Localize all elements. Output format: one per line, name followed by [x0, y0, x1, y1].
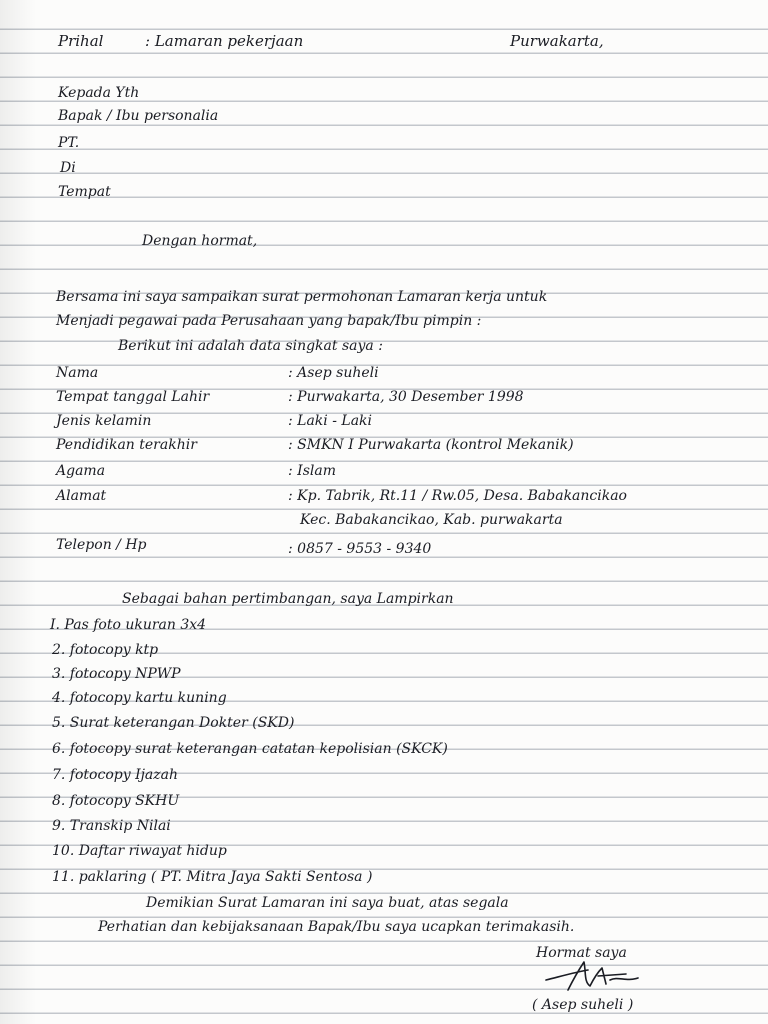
attachment-item: 8. fotocopy SKHU: [52, 793, 180, 809]
name-value: : Asep suheli: [288, 365, 379, 381]
paper-edge-shadow: [0, 0, 36, 1024]
religion-value: : Islam: [288, 463, 336, 479]
attachment-item: 9. Transkip Nilai: [52, 818, 171, 834]
signatory-name: ( Asep suheli ): [532, 997, 634, 1013]
recipient-line-3: PT.: [58, 135, 80, 151]
attachment-item: 11. paklaring ( PT. Mitra Jaya Sakti Sentosa ): [52, 869, 373, 885]
attachment-item: I. Pas foto ukuran 3x4: [50, 617, 207, 633]
attachment-item: 3. fotocopy NPWP: [52, 666, 181, 682]
recipient-line-2: Bapak / Ibu personalia: [58, 108, 219, 124]
birth-value: : Purwakarta, 30 Desember 1998: [288, 389, 524, 405]
name-label: Nama: [56, 365, 99, 381]
closing-line-2: Perhatian dan kebijaksanaan Bapak/Ibu saya ucapkan terimakasih.: [98, 919, 575, 935]
city-date: Purwakarta,: [510, 32, 604, 50]
intro-line-3: Berikut ini adalah data singkat saya :: [118, 338, 383, 354]
recipient-line-4: Di: [60, 160, 76, 176]
phone-label: Telepon / Hp: [56, 537, 147, 553]
attachments-intro: Sebagai bahan pertimbangan, saya Lampirkan: [122, 591, 454, 607]
greeting: Dengan hormat,: [142, 233, 258, 249]
phone-value: : 0857 - 9553 - 9340: [288, 541, 432, 557]
religion-label: Agama: [56, 463, 106, 479]
recipient-line-1: Kepada Yth: [58, 85, 140, 101]
birth-label: Tempat tanggal Lahir: [56, 389, 210, 405]
handwritten-signature: [540, 956, 660, 1000]
gender-label: Jenis kelamin: [56, 413, 152, 429]
address-label: Alamat: [56, 488, 107, 504]
attachment-item: 5. Surat keterangan Dokter (SKD): [52, 715, 295, 731]
address-value-2: Kec. Babakancikao, Kab. purwakarta: [300, 512, 563, 528]
attachment-item: 2. fotocopy ktp: [52, 642, 159, 658]
attachment-item: 6. fotocopy surat keterangan catatan kepolisian (SKCK): [52, 741, 448, 757]
gender-value: : Laki - Laki: [288, 413, 373, 429]
closing-line-1: Demikian Surat Lamaran ini saya buat, atas segala: [146, 895, 509, 911]
attachment-item: 4. fotocopy kartu kuning: [52, 690, 227, 706]
attachment-item: 10. Daftar riwayat hidup: [52, 843, 227, 859]
address-value-1: : Kp. Tabrik, Rt.11 / Rw.05, Desa. Babakancikao: [288, 488, 627, 504]
perihal-label: Prihal: [58, 32, 104, 50]
regards-text: Hormat saya: [536, 945, 627, 961]
intro-line-2: Menjadi pegawai pada Perusahaan yang bapak/Ibu pimpin :: [56, 313, 482, 329]
attachment-item: 7. fotocopy Ijazah: [52, 767, 179, 783]
intro-line-1: Bersama ini saya sampaikan surat permohonan Lamaran kerja untuk: [56, 289, 548, 305]
education-label: Pendidikan terakhir: [56, 437, 197, 453]
perihal-value: : Lamaran pekerjaan: [145, 32, 304, 50]
recipient-line-5: Tempat: [58, 184, 111, 200]
education-value: : SMKN I Purwakarta (kontrol Mekanik): [288, 437, 574, 453]
